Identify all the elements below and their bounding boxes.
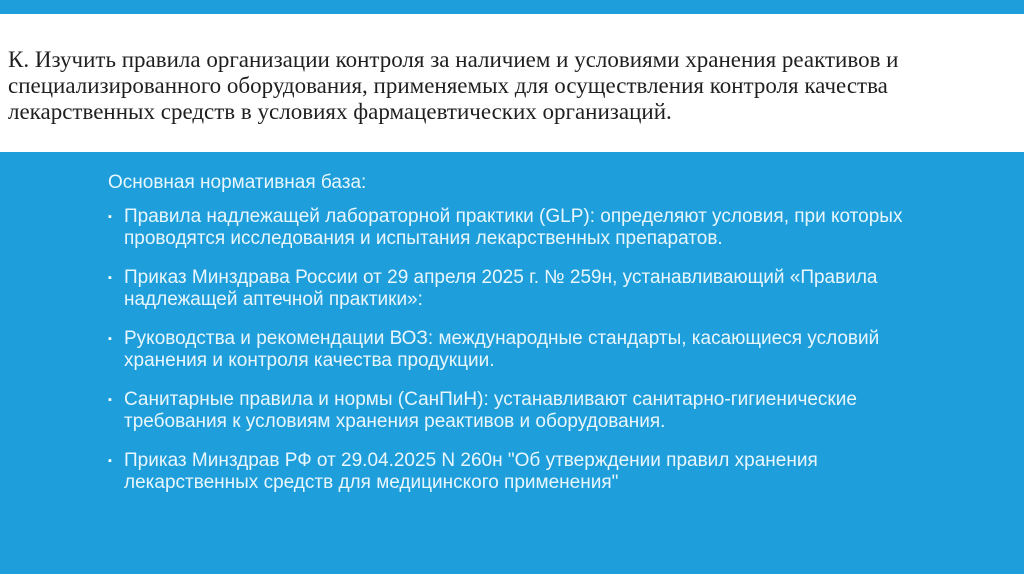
- list-item: [108, 267, 928, 311]
- square-bullet-icon: ▪: [108, 333, 112, 345]
- title-area: [0, 14, 1024, 152]
- top-accent-band: [0, 0, 1024, 14]
- square-bullet-icon: ▪: [108, 455, 112, 467]
- intro-text: Основная нормативная база:: [108, 172, 367, 193]
- square-bullet-icon: ▪: [108, 272, 112, 284]
- slide-title: К. Изучить правила организации контроля за наличием и условиями хранения реактивов и специализированного оборудования, применяемых для осуществления контроля качества лекарственных средств в условиях фармацевтических организаций.: [8, 47, 899, 124]
- list-item: [108, 328, 928, 372]
- list-item: [108, 206, 928, 250]
- list-item: [108, 450, 928, 494]
- list-item-text: Санитарные правила и нормы (СанПиН): устанавливают санитарно-гигиенические требования к условиям хранения реактивов и оборудования.: [124, 389, 857, 432]
- square-bullet-icon: ▪: [108, 211, 112, 223]
- list-item-text: Приказ Минздрава России от 29 апреля 2025 г. № 259н, устанавливающий «Правила надлежащей аптечной практики»:: [124, 267, 878, 310]
- list-item-text: Руководства и рекомендации ВОЗ: международные стандарты, касающиеся условий хранения и контроля качества продукции.: [124, 328, 880, 371]
- content-panel: [0, 152, 1024, 574]
- content-body: [108, 171, 928, 511]
- list-item: [108, 389, 928, 433]
- square-bullet-icon: ▪: [108, 394, 112, 406]
- list-item-text: Правила надлежащей лабораторной практики (GLP): определяют условия, при которых проводятся исследования и испытания лекарственных препаратов.: [124, 206, 903, 249]
- list-item-text: Приказ Минздрав РФ от 29.04.2025 N 260н "Об утверждении правил хранения лекарственных средств для медицинского применения": [124, 450, 818, 493]
- regulation-list: [108, 206, 928, 494]
